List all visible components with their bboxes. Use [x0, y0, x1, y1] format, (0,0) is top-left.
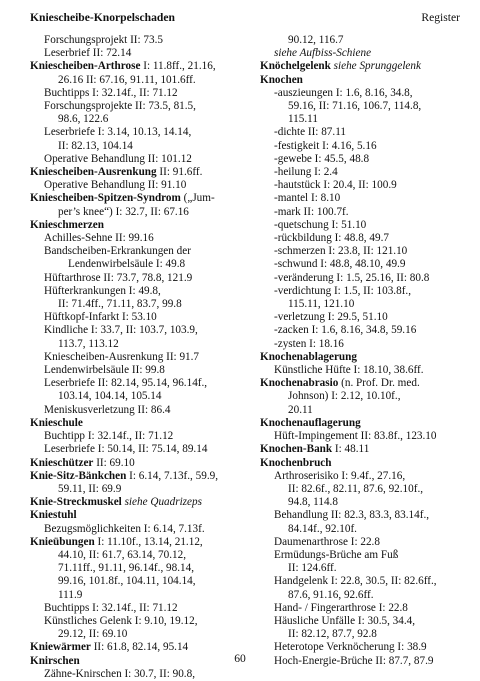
index-subentry	[260, 562, 480, 575]
index-subentry	[30, 430, 250, 443]
index-subentry	[30, 589, 250, 602]
index-subentry	[260, 87, 480, 100]
index-term: Knirschen	[30, 654, 80, 667]
index-locators: I: 48.11	[332, 443, 370, 456]
index-locators: Hoch-Energie-Brüche II: 87.7, 87.9	[274, 654, 434, 667]
index-locators: 115.11, 121.10	[288, 298, 355, 311]
index-locators: 113.7, 113.12	[58, 337, 119, 350]
index-subentry	[30, 483, 250, 496]
page-number: 60	[234, 652, 246, 665]
index-locators: 71.11ff., 91.11, 96.14f., 98.14,	[58, 562, 195, 575]
index-subentry	[260, 628, 480, 641]
index-subentry	[260, 470, 480, 483]
index-locators: 115.11	[288, 113, 318, 126]
index-locators: -heilung I: 2.4	[274, 166, 338, 179]
index-locators: Buchtipps I: 32.14f., II: 71.12	[44, 601, 178, 614]
index-subentry	[260, 589, 480, 602]
index-locators: -mantel I: 8.10	[274, 192, 341, 205]
index-subentry	[30, 562, 250, 575]
index-term: Knie-Sitz-Bänkchen	[30, 469, 127, 482]
index-subentry	[260, 47, 480, 60]
cross-reference: siehe Quadrizeps	[121, 496, 202, 509]
index-subentry	[30, 47, 250, 60]
index-locators: Meniskusverletzung II: 86.4	[44, 403, 171, 416]
index-locators: -schmerzen I: 23.8, II: 121.10	[274, 245, 408, 258]
index-subentry	[30, 206, 250, 219]
index-subentry	[30, 245, 250, 258]
index-subentry	[30, 364, 250, 377]
index-locators: Hüfterkrankungen I: 49.8,	[44, 284, 161, 297]
index-subentry	[260, 100, 480, 113]
index-locators: per’s knee“) I: 32.7, II: 67.16	[58, 205, 189, 218]
index-subentry	[260, 496, 480, 509]
index-term: Knochenbruch	[260, 456, 332, 469]
index-locators: II: 82.13, 104.14	[58, 139, 133, 152]
index-subentry	[30, 575, 250, 588]
index-subentry	[30, 351, 250, 364]
index-locators: 99.16, 101.8f., 104.11, 104.14,	[58, 575, 196, 588]
index-subentry	[260, 615, 480, 628]
index-locators: Lendenwirbelsäule I: 49.8	[68, 258, 186, 271]
index-locators: Häusliche Unfälle I: 30.5, 34.4,	[274, 614, 416, 627]
index-locators: II: 82.12, 87.7, 92.8	[288, 628, 377, 641]
index-subentry	[260, 536, 480, 549]
index-locators: Johnson) I: 2.12, 10.10f.,	[288, 390, 401, 403]
index-locators: Bandscheiben-Erkrankungen der	[44, 245, 191, 258]
index-subentry	[30, 311, 250, 324]
index-locators: I: 6.14, 7.13f., 59.9,	[126, 469, 219, 482]
index-locators: -gewebe I: 45.5, 48.8	[274, 152, 370, 165]
index-locators: Achilles-Sehne II: 99.16	[44, 232, 154, 245]
index-subentry	[260, 113, 480, 126]
index-term: Knochenablagerung	[260, 350, 357, 363]
index-subentry	[260, 258, 480, 271]
index-subentry	[260, 298, 480, 311]
index-subentry	[30, 549, 250, 562]
index-heading-entry	[30, 192, 250, 205]
index-subentry	[260, 390, 480, 403]
index-locators: II: 124.6ff.	[288, 562, 337, 575]
index-locators: Arthroserisiko I: 9.4f., 27.16,	[274, 469, 406, 482]
index-locators: Zähne-Knirschen I: 30.7, II: 90.8,	[44, 667, 195, 680]
index-heading-entry	[30, 219, 250, 232]
index-locators: Leserbriefe I: 3.14, 10.13, 14.14,	[44, 126, 192, 139]
index-locators: Daumenarthrose I: 22.8	[274, 535, 380, 548]
index-locators: 87.6, 91.16, 92.6ff.	[288, 588, 374, 601]
index-term: Kniescheiben-Arthrose	[30, 60, 141, 73]
index-subentry	[260, 140, 480, 153]
index-locators: Buchtipp I: 32.14f., II: 71.12	[44, 430, 174, 443]
index-subentry	[260, 34, 480, 47]
index-column-left	[30, 34, 250, 681]
index-heading-entry	[260, 351, 480, 364]
index-subentry	[260, 232, 480, 245]
index-locators: 20.11	[288, 403, 313, 416]
index-subentry	[260, 179, 480, 192]
index-subentry	[260, 404, 480, 417]
cross-reference: siehe Aufbiss-Schiene	[274, 47, 372, 60]
index-locators: Kniescheiben-Ausrenkung II: 91.7	[44, 350, 200, 363]
index-subentry	[260, 338, 480, 351]
index-heading-entry	[30, 457, 250, 470]
index-subentry	[260, 126, 480, 139]
index-locators: II: 61.8, 82.14, 95.14	[90, 641, 189, 654]
index-locators: II: 91.6ff.	[156, 166, 203, 179]
index-subentry	[260, 206, 480, 219]
index-subentry	[30, 523, 250, 536]
index-term: Knochen	[260, 73, 303, 86]
index-subentry	[30, 153, 250, 166]
index-subentry	[260, 166, 480, 179]
index-locators: Forschungsprojekte II: 73.5, 81.5,	[44, 100, 196, 113]
index-subentry	[30, 390, 250, 403]
index-locators: Ermüdungs-Brüche am Fuß	[274, 548, 399, 561]
index-term: Kniestuhl	[30, 509, 77, 522]
index-locators: Bezugsmöglichkeiten I: 6.14, 7.13f.	[44, 522, 205, 535]
index-subentry	[30, 272, 250, 285]
index-locators: -zacken I: 1.6, 8.16, 34.8, 59.16	[274, 324, 417, 337]
index-term: Knöchelgelenk	[260, 60, 331, 73]
index-subentry	[30, 298, 250, 311]
index-subentry	[30, 443, 250, 456]
index-term: Kniescheiben-Ausrenkung	[30, 166, 157, 179]
index-locators: -festigkeit I: 4.16, 5.16	[274, 139, 377, 152]
index-heading-entry	[260, 60, 480, 73]
index-locators: Hüft-Impingement II: 83.8f., 123.10	[274, 430, 437, 443]
index-subentry	[30, 377, 250, 390]
index-locators: 29.12, II: 69.10	[58, 628, 128, 641]
index-locators: 26.16 II: 67.16, 91.11, 101.6ff.	[58, 73, 196, 86]
index-heading-entry	[30, 496, 250, 509]
index-locators: 59.11, II: 69.9	[58, 482, 122, 495]
index-locators: 111.9	[58, 588, 83, 601]
index-heading-entry	[260, 417, 480, 430]
index-locators: Behandlung II: 82.3, 83.3, 83.14f.,	[274, 509, 430, 522]
index-subentry	[30, 258, 250, 271]
index-heading-entry	[30, 417, 250, 430]
index-subentry	[260, 549, 480, 562]
index-subentry	[30, 87, 250, 100]
index-locators: („Jum-	[180, 192, 215, 205]
index-locators: -rückbildung I: 48.8, 49.7	[274, 232, 389, 245]
index-subentry	[260, 509, 480, 522]
index-locators: -veränderung I: 1.5, 25.16, II: 80.8	[274, 271, 430, 284]
index-locators: Handgelenk I: 22.8, 30.5, II: 82.6ff.,	[274, 575, 437, 588]
index-locators: -zysten I: 18.16	[274, 337, 344, 350]
index-heading-entry	[30, 470, 250, 483]
section-label: Register	[421, 11, 460, 24]
index-locators: Buchtipps I: 32.14f., II: 71.12	[44, 86, 178, 99]
index-heading-entry	[30, 60, 250, 73]
index-term: Knochenabrasio	[260, 377, 339, 390]
index-heading-entry	[30, 166, 250, 179]
index-heading-entry	[260, 443, 480, 456]
index-term: Knie-Streckmuskel	[30, 496, 122, 509]
index-locators: -verdichtung I: 1.5, II: 103.8f.,	[274, 284, 412, 297]
index-subentry	[30, 602, 250, 615]
index-locators: Künstliches Gelenk I: 9.10, 19.12,	[44, 614, 198, 627]
index-locators: 44.10, II: 61.7, 63.14, 70.12,	[58, 548, 187, 561]
index-locators: Leserbriefe II: 82.14, 95.14, 96.14f.,	[44, 377, 208, 390]
index-subentry	[260, 575, 480, 588]
index-subentry	[30, 324, 250, 337]
index-subentry	[30, 113, 250, 126]
index-subentry	[260, 311, 480, 324]
index-term: Kniewärmer	[30, 641, 91, 654]
index-locators: II: 69.10	[93, 456, 135, 469]
index-locators: Operative Behandlung II: 91.10	[44, 179, 187, 192]
index-subentry	[30, 179, 250, 192]
index-subentry	[260, 324, 480, 337]
index-subentry	[30, 615, 250, 628]
index-subentry	[30, 285, 250, 298]
index-subentry	[260, 192, 480, 205]
index-subentry	[260, 285, 480, 298]
index-locators: 59.16, II: 71.16, 106.7, 114.8,	[288, 100, 422, 113]
index-locators: -schwund I: 48.8, 48.10, 49.9	[274, 258, 406, 271]
index-subentry	[260, 523, 480, 536]
index-subentry	[260, 364, 480, 377]
index-locators: Operative Behandlung II: 101.12	[44, 152, 192, 165]
index-locators: II: 82.6f., 82.11, 87.6, 92.10f.,	[288, 482, 424, 495]
index-heading-entry	[260, 74, 480, 87]
index-term: Kniescheiben-Spitzen-Syndrom	[30, 192, 181, 205]
index-subentry	[30, 100, 250, 113]
index-locators: (n. Prof. Dr. med.	[338, 377, 420, 390]
index-term: Knieschmerzen	[30, 218, 104, 231]
index-heading-entry	[30, 536, 250, 549]
index-heading-entry	[260, 457, 480, 470]
index-term: Knochen-Bank	[260, 443, 333, 456]
index-locators: I: 11.10f., 13.14, 21.12,	[94, 535, 203, 548]
index-locators: Heterotope Verknöcherung I: 38.9	[274, 641, 427, 654]
index-subentry	[260, 153, 480, 166]
index-subentry	[30, 628, 250, 641]
index-subentry	[30, 668, 250, 681]
index-subentry	[30, 126, 250, 139]
index-column-right	[260, 34, 480, 668]
index-locators: Leserbrief II: 72.14	[44, 47, 132, 60]
index-locators: -auszieungen I: 1.6, 8.16, 34.8,	[274, 86, 413, 99]
index-subentry	[260, 602, 480, 615]
index-locators: Künstliche Hüfte I: 18.10, 38.6ff.	[274, 364, 424, 377]
index-subentry	[260, 219, 480, 232]
cross-reference: siehe Sprunggelenk	[330, 60, 421, 73]
index-locators: 98.6, 122.6	[58, 113, 109, 126]
index-subentry	[260, 430, 480, 443]
index-subentry	[260, 483, 480, 496]
index-locators: Kindliche I: 33.7, II: 103.7, 103.9,	[44, 324, 198, 337]
index-locators: 90.12, 116.7	[288, 34, 344, 46]
index-term: Knochenauflagerung	[260, 416, 361, 429]
index-locators: 94.8, 114.8	[288, 496, 338, 509]
index-term: Knieschule	[30, 416, 83, 429]
index-subentry	[30, 338, 250, 351]
index-locators: Hüftkopf-Infarkt I: 53.10	[44, 311, 157, 324]
index-locators: Lendenwirbelsäule II: 99.8	[44, 364, 165, 377]
index-subentry	[30, 74, 250, 87]
index-locators: -mark II: 100.7f.	[274, 205, 349, 218]
index-term: Knieübungen	[30, 535, 95, 548]
index-heading-entry	[30, 509, 250, 522]
index-subentry	[260, 245, 480, 258]
index-locators: I: 11.8ff., 21.16,	[140, 60, 216, 73]
index-subentry	[30, 34, 250, 47]
index-locators: -verletzung I: 29.5, 51.10	[274, 311, 388, 324]
index-locators: -quetschung I: 51.10	[274, 218, 367, 231]
index-locators: 84.14f., 92.10f.	[288, 522, 357, 535]
index-subentry	[30, 404, 250, 417]
index-locators: Forschungsprojekt II: 73.5	[44, 34, 164, 46]
index-locators: -hautstück I: 20.4, II: 100.9	[274, 179, 397, 192]
index-locators: 103.14, 104.14, 105.14	[58, 390, 162, 403]
index-locators: Hand- / Fingerarthrose I: 22.8	[274, 601, 408, 614]
index-locators: Hüftarthrose II: 73.7, 78.8, 121.9	[44, 271, 193, 284]
index-subentry	[260, 272, 480, 285]
index-locators: II: 71.4ff., 71.11, 83.7, 99.8	[58, 298, 182, 311]
index-subentry	[30, 232, 250, 245]
index-locators: -dichte II: 87.11	[274, 126, 346, 139]
running-head: Kniescheibe-Knorpelschaden	[30, 11, 175, 24]
index-subentry	[30, 140, 250, 153]
index-heading-entry	[260, 377, 480, 390]
index-locators: Leserbriefe I: 50.14, II: 75.14, 89.14	[44, 443, 208, 456]
index-term: Knieschützer	[30, 456, 94, 469]
